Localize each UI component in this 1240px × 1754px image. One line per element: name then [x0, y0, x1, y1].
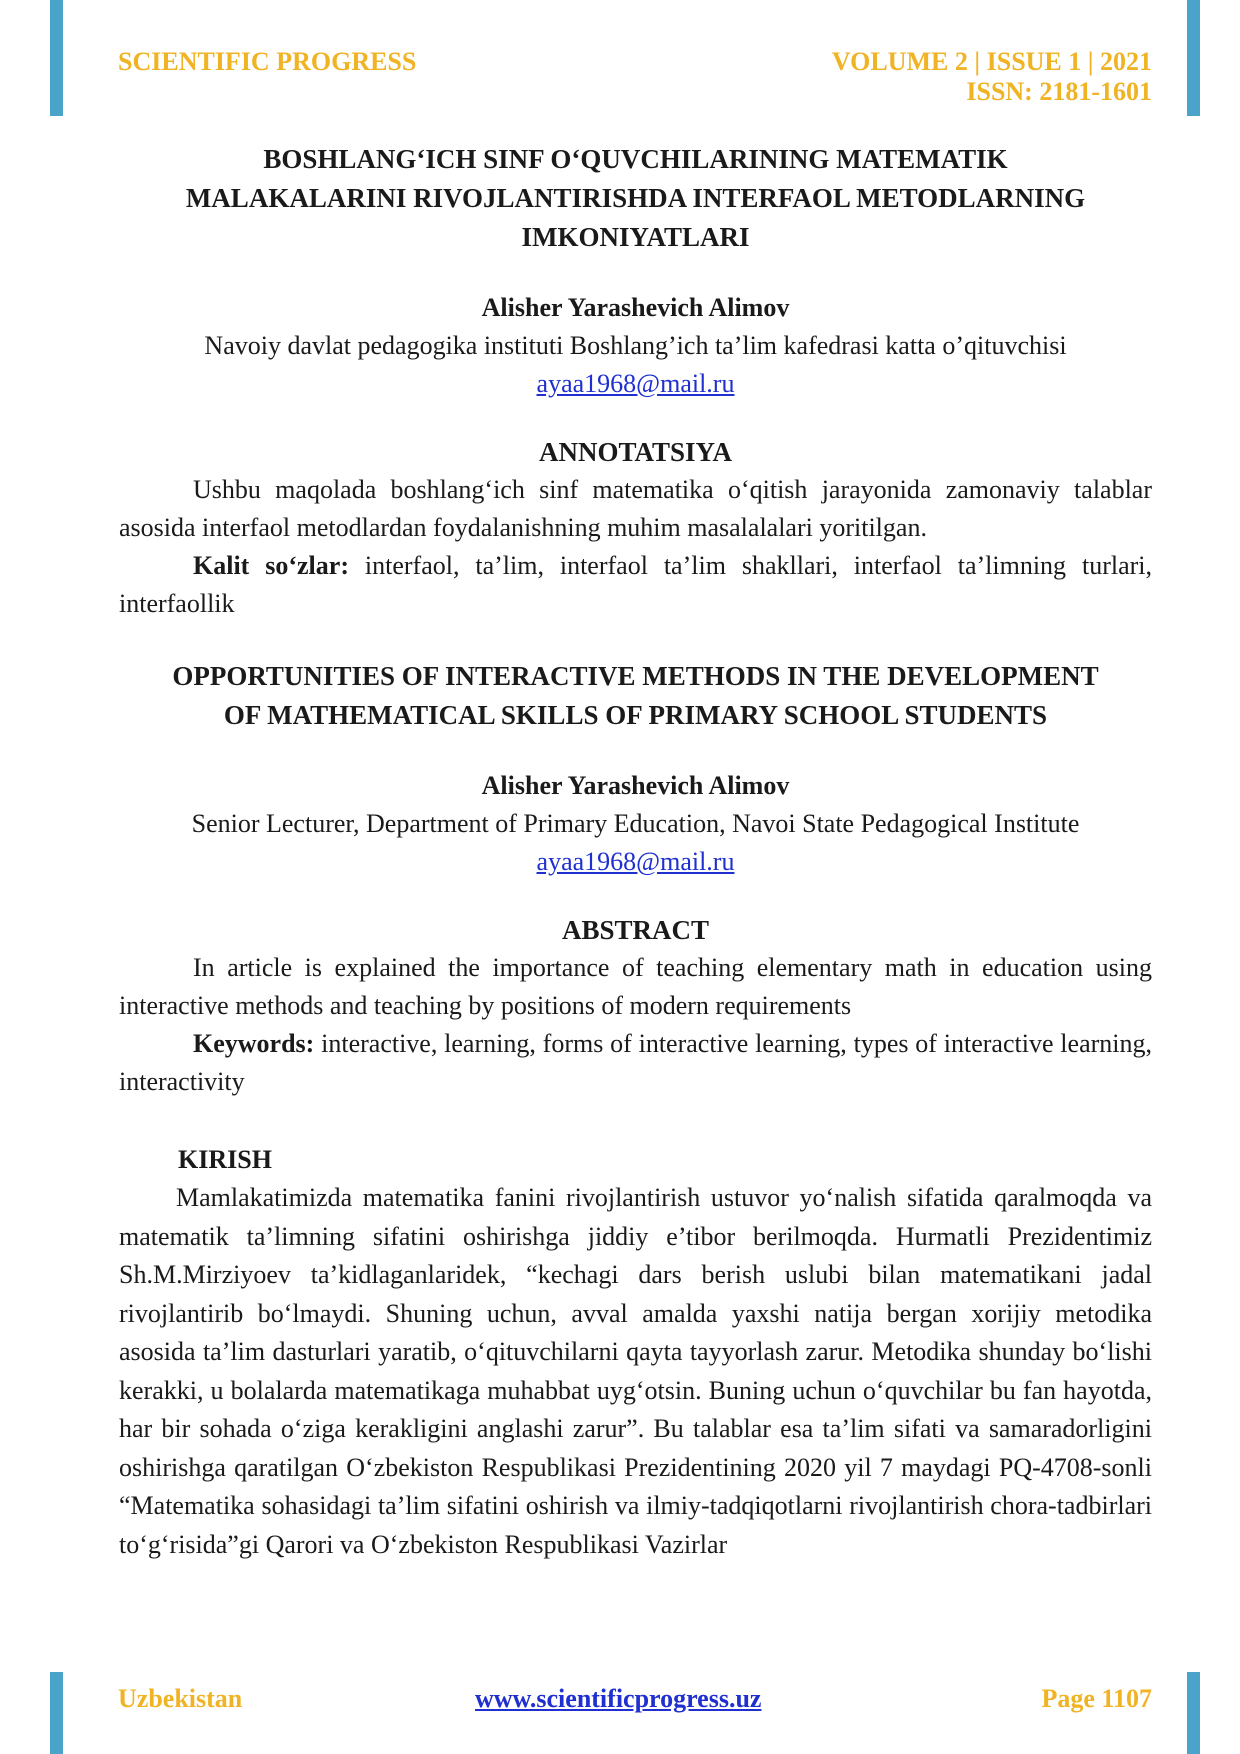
intro-text: Mamlakatimizda matematika fanini rivojlantirish ustuvor yo‘nalish sifatida qaralmoqda va matematik ta’limning sifatini oshirishga jiddiy e’tibor berilmoqda. Hurmatli Prezidentimiz Sh.M.Mirziyoev ta’kidlaganlaridek, “kechagi dars berish uslubi bilan matematikani jadal rivojlantirib bo‘lmaydi. Shuning uchun, avval amalda yaxshi natija bergan xorijiy metodika asosida ta’lim dasturlari yaratib, o‘qituvchilarni qayta tayyorlash zarur. Metodika shunday bo‘lishi kerakki, u bolalarda matematikaga muhabbat uyg‘otsin. Buning uchun o‘quvchilar bu fan hayotda, har bir sohada o‘ziga kerakligini anglashi zarur”. Bu talablar esa ta’lim sifati va samaradorligini oshirishga qaratilgan O‘zbekiston Respublikasi Prezidentining 2020 yil 7 maydagi PQ-4708-sonli “Matematika sohasidagi ta’lim sifatini oshirish va ilmiy-tadqiqotlarni rivojlantirish chora-tadbirlari to‘g‘risida”gi Qarori va O‘zbekiston Respublikasi Vazirlar	[119, 1183, 1152, 1559]
uz-keywords	[119, 547, 1152, 623]
en-author: Alisher Yarashevich Alimov	[481, 771, 790, 800]
uz-keywords-label: Kalit so‘zlar:	[193, 551, 349, 580]
intro-heading: KIRISH	[178, 1145, 272, 1174]
en-keywords-text: interactive, learning, forms of interactive learning, types of interactive learning, interactivity	[119, 1029, 1152, 1096]
uz-keywords-text: interfaol, ta’lim, interfaol ta’lim shakllari, interfaol ta’limning turlari, interfaollik	[119, 551, 1152, 618]
en-email-link[interactable]: ayaa1968@mail.ru	[536, 847, 735, 876]
en-abstract-heading: ABSTRACT	[561, 915, 710, 945]
uz-title	[119, 140, 1152, 257]
uz-abstract-heading: ANNOTATSIYA	[538, 437, 733, 467]
en-title	[119, 657, 1152, 735]
en-title-line: OPPORTUNITIES OF INTERACTIVE METHODS IN THE DEVELOPMENT	[172, 661, 1099, 691]
en-abstract-text: In article is explained the importance of teaching elementary math in education using interactive methods and teaching by positions of modern requirements	[119, 953, 1152, 1020]
uz-abstract-text: Ushbu maqolada boshlang‘ich sinf matematika o‘qitish jarayonida zamonaviy talablar asosida interfaol metodlardan foydalanishning muhim masalalalari yoritilgan.	[119, 475, 1152, 542]
issue-info	[832, 47, 1152, 107]
footer-country: Uzbekistan	[118, 1684, 243, 1713]
en-keywords	[119, 1025, 1152, 1101]
footer-website-link[interactable]: www.scientificprogress.uz	[475, 1684, 762, 1713]
uz-title-line: IMKONIYATLARI	[521, 222, 750, 252]
uz-title-line: BOSHLANG‘ICH SINF O‘QUVCHILARINING MATEMATIK	[263, 144, 1008, 174]
volume-issue: VOLUME 2 | ISSUE 1 | 2021	[831, 47, 1152, 76]
uz-title-line: MALAKALARINI RIVOJLANTIRISHDA INTERFAOL METODLARNING	[185, 183, 1086, 213]
uz-email-link[interactable]: ayaa1968@mail.ru	[536, 369, 735, 398]
issn: ISSN: 2181-1601	[966, 77, 1152, 106]
en-title-line: OF MATHEMATICAL SKILLS OF PRIMARY SCHOOL STUDENTS	[223, 700, 1048, 730]
en-affiliation: Senior Lecturer, Department of Primary Education, Navoi State Pedagogical Institute	[191, 809, 1080, 838]
footer-right-bar	[1187, 1672, 1200, 1754]
page-content	[119, 140, 1152, 1564]
uz-author: Alisher Yarashevich Alimov	[481, 293, 790, 322]
page-number: Page 1107	[1041, 1684, 1152, 1713]
en-keywords-label: Keywords:	[193, 1029, 315, 1058]
journal-name: SCIENTIFIC PROGRESS	[118, 47, 417, 76]
header-left-bar	[50, 0, 63, 116]
uz-affiliation: Navoiy davlat pedagogika instituti Boshlang’ich ta’lim kafedrasi katta o’qituvchisi	[204, 331, 1067, 360]
footer-left-bar	[50, 1672, 63, 1754]
header-right-bar	[1187, 0, 1200, 116]
